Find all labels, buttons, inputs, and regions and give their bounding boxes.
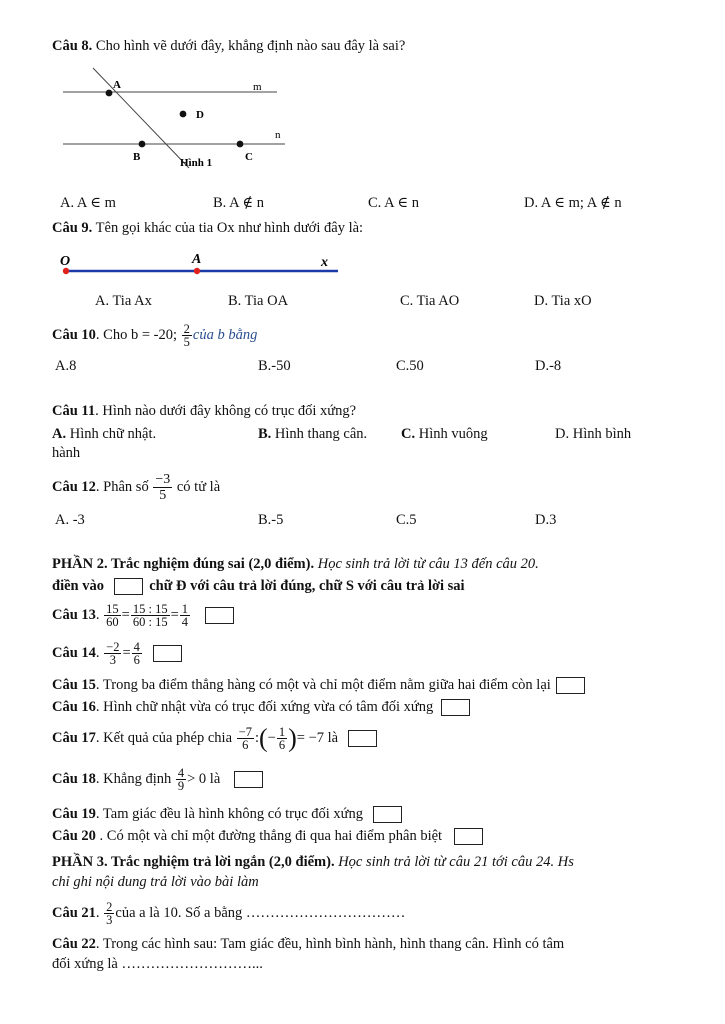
point-a-ray — [194, 268, 200, 274]
q11-text: . Hình nào dưới đây không có trục đối xứng? — [95, 403, 357, 419]
q15-answer-box[interactable] — [556, 677, 585, 694]
q18-line: Câu 18. Khẳng định $\frac{4}{9}$ > 0 là — [52, 762, 263, 796]
point-d — [180, 111, 187, 118]
label-x: x — [321, 255, 328, 270]
q17-title: Câu 17 — [52, 730, 96, 746]
q13-answer-box[interactable] — [205, 607, 234, 624]
q16-line: Câu 16. Hình chữ nhật vừa có trục đối xứng vừa có tâm đối xứng — [52, 698, 470, 716]
q12-text: . Phân số — [95, 479, 153, 495]
q11-opt-d-cont: hành — [52, 445, 81, 461]
q18-answer-box[interactable] — [234, 771, 263, 788]
q9-text: Tên gọi khác của tia Ox như hình dưới đây là: — [92, 220, 364, 236]
q19-line: Câu 19. Tam giác đều là hình không có trục đối xứng — [52, 805, 402, 823]
q10-title: Câu 10 — [52, 327, 96, 343]
q8-opt-b: B. A ∉ n — [213, 195, 265, 211]
part2-heading — [52, 555, 539, 573]
q9-opt-b: B. Tia OA — [228, 293, 289, 309]
q19-title: Câu 19 — [52, 806, 96, 822]
part3-instruction: Học sinh trả lời từ câu 21 tới câu 24. Hs — [334, 854, 574, 870]
q12-opt-a: A. -3 — [55, 512, 85, 528]
q10-tail: của b bằng — [192, 327, 258, 343]
q13-title: Câu 13 — [52, 607, 96, 623]
q12-fraction: $\frac{-3}{5}$ — [155, 472, 171, 504]
q9-line — [52, 219, 363, 237]
q20-title: Câu 20 — [52, 828, 96, 844]
q8-figure — [55, 62, 295, 174]
q12-opt-c: C.5 — [396, 512, 417, 528]
q22-title: Câu 22 — [52, 936, 96, 952]
label-b: B — [133, 151, 141, 163]
q14-title: Câu 14 — [52, 645, 96, 661]
q12-title: Câu 12 — [52, 479, 96, 495]
q11-opt-a: A. Hình chữ nhật. — [52, 426, 157, 442]
label-c: C — [245, 151, 253, 163]
q14-line: Câu 14. $\frac{-2}{3}$ = $\frac{4}{6}$ — [52, 636, 182, 670]
q17-answer-box[interactable] — [348, 730, 377, 747]
q10-opt-d: D.-8 — [535, 358, 562, 374]
q22-line: Câu 22. Trong các hình sau: Tam giác đều, hình bình hành, hình thang cân. Hình có tâm — [52, 936, 565, 952]
q10-text: . Cho b = -20; — [95, 327, 181, 343]
q15-line: Câu 15. Trong ba điểm thẳng hàng có một và chỉ một điểm nằm giữa hai điểm còn lại — [52, 676, 585, 694]
q9-opt-d: D. Tia xO — [534, 293, 592, 309]
q11-opt-d: D. Hình bình — [555, 426, 632, 442]
q8-opt-d: D. A ∈ m; A ∉ n — [524, 195, 622, 211]
q14-answer-box[interactable] — [153, 645, 182, 662]
point-a — [106, 90, 113, 97]
label-a: A — [113, 79, 121, 91]
q11-opt-c: C. Hình vuông — [401, 426, 488, 442]
q20-answer-box[interactable] — [454, 828, 483, 845]
q22-line-2: đối xứng là ………………………... — [52, 956, 263, 972]
q10-opt-a: A.8 — [55, 358, 77, 374]
q11-line — [52, 402, 356, 420]
q17-line: Câu 17. Kết quả của phép chia $\frac{-7}{6}$ :(− $\frac{1}{6}$ )= −7 là — [52, 720, 377, 756]
q18-title: Câu 18 — [52, 771, 96, 787]
label-d: D — [196, 109, 204, 121]
transversal-line — [93, 68, 189, 168]
part3-instruction-2: chỉ ghi nội dung trả lời vào bài làm — [52, 874, 259, 890]
q12-opt-b: B.-5 — [258, 512, 284, 528]
figure-caption: Hình 1 — [180, 157, 213, 169]
q10-fraction: $\frac{2}{5}$ — [183, 322, 190, 350]
q21-title: Câu 21 — [52, 905, 96, 921]
example-answer-box — [114, 578, 143, 595]
q8-title: Câu 8. — [52, 38, 93, 54]
q10-line — [52, 320, 257, 350]
part2-instruction: Học sinh trả lời từ câu 13 đến câu 20. — [314, 556, 539, 572]
q16-title: Câu 16 — [52, 699, 96, 715]
q8-opt-a: A. A ∈ m — [60, 195, 116, 211]
part2-heading-2: điền vào chữ Đ với câu trả lời đúng, chữ S với câu trả lời sai — [52, 578, 465, 594]
q9-figure — [55, 246, 345, 278]
q11-opt-b: B. Hình thang cân. — [258, 426, 368, 442]
label-m: m — [253, 81, 262, 93]
q13-line: Câu 13. $\frac{15}{60}$ = $\frac{15 : 15}{60 : 15}$ = $\frac{1}{4}$ — [52, 598, 234, 632]
q12-tail: có tử là — [173, 479, 221, 495]
q10-opt-c: C.50 — [396, 358, 424, 374]
part2-title: PHẦN 2. Trắc nghiệm đúng sai (2,0 điểm). — [52, 556, 315, 572]
q21-line: Câu 21. $\frac{2}{3}$ của a là 10. Số a bằng …………………………… — [52, 900, 406, 928]
q19-answer-box[interactable] — [373, 806, 402, 823]
q8-text: Cho hình vẽ dưới đây, khẳng định nào sau đây là sai? — [92, 38, 406, 54]
q10-opt-b: B.-50 — [258, 358, 291, 374]
q8-line — [52, 37, 405, 55]
q9-opt-c: C. Tia AO — [400, 293, 460, 309]
q9-opt-a: A. Tia Ax — [95, 293, 152, 309]
q20-line: Câu 20 . Có một và chỉ một đường thẳng đi qua hai điểm phân biệt — [52, 827, 483, 845]
part3-title: PHẦN 3. Trắc nghiệm trả lời ngắn (2,0 điểm). — [52, 854, 335, 870]
q15-title: Câu 15 — [52, 677, 96, 693]
part3-heading — [52, 853, 574, 871]
label-a-ray: A — [192, 252, 202, 267]
label-n: n — [275, 129, 281, 141]
label-o: O — [60, 254, 71, 269]
point-c — [237, 141, 244, 148]
q12-opt-d: D.3 — [535, 512, 557, 528]
q9-title: Câu 9. — [52, 220, 93, 236]
q12-line — [52, 470, 220, 504]
q16-answer-box[interactable] — [441, 699, 470, 716]
point-b — [139, 141, 146, 148]
q8-opt-c: C. A ∈ n — [368, 195, 420, 211]
q11-title: Câu 11 — [52, 403, 96, 419]
